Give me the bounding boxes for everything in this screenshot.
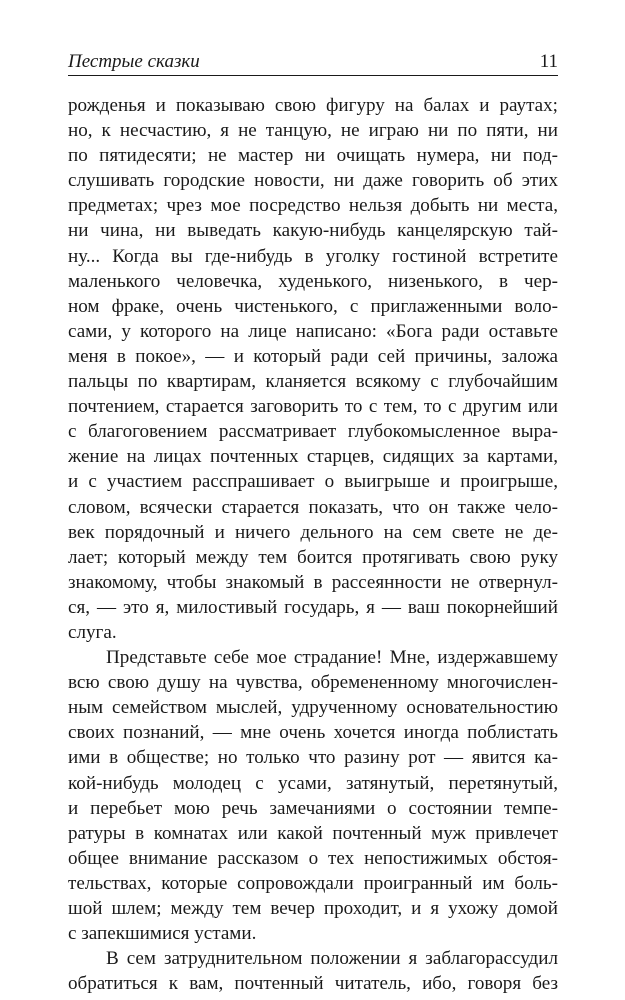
text-line: по пятидесяти; не мастер ни очищать нумера, ни под- <box>68 145 558 167</box>
text-line: маленького человечка, худенького, низенького, в чер- <box>68 270 558 292</box>
text-line: тельствах, которые сопровождали проигранный им боль- <box>68 872 558 894</box>
text-line: своих познаний, — мне очень хочется иногда поблистать <box>68 722 558 744</box>
text-line: с запекшимися устами. <box>68 923 257 945</box>
text-line: но, к несчастию, я не танцую, не играю ни по пяти, ни <box>68 120 558 142</box>
text-line: сами, у которого на лице написано: «Бога ради оставьте <box>68 320 558 342</box>
text-line: ным семейством мыслей, удрученному основательностию <box>68 697 558 719</box>
text-line: ну... Когда вы где-нибудь в уголку гостиной встретите <box>68 245 558 267</box>
text-line: обратиться к вам, почтенный читатель, ибо, говоря без <box>68 973 558 995</box>
text-line: предметах; чрез мое посредство нельзя добыть ни места, <box>68 195 558 217</box>
text-line: и с участием расспрашивает о выигрыше и проигрыше, <box>68 471 558 493</box>
text-line: меня в покое», — и который ради сей причины, заложа <box>68 345 558 367</box>
text-line: с благоговением рассматривает глубокомысленное выра- <box>68 421 558 443</box>
text-line: век порядочный и ничего дельного на сем свете не де- <box>68 521 558 543</box>
text-line: слушивать городские новости, ни даже говорить об этих <box>68 170 558 192</box>
header-rule <box>68 75 558 76</box>
text-line: ратуры в комнатах или какой почтенный муж привлечет <box>68 822 558 844</box>
text-line: знакомому, чтобы знакомый в рассеянности не отвернул- <box>68 571 558 593</box>
paragraph <box>68 645 558 946</box>
paragraph <box>68 946 558 996</box>
text-line: всю свою душу на чувства, обремененному многочислен- <box>68 672 558 694</box>
text-line: В сем затруднительном положении я заблагорассудил <box>106 948 558 970</box>
text-line: Представьте себе мое страдание! Мне, издержавшему <box>106 647 558 669</box>
text-line: жение на лицах почтенных старцев, сидящих за картами, <box>68 446 558 468</box>
text-line: ни чина, ни выведать какую-нибудь канцелярскую тай- <box>68 220 558 242</box>
text-line: шой шлем; между тем вечер проходит, и я ухожу домой <box>68 898 558 919</box>
text-line: ном фраке, очень чистенького, с приглаженными воло- <box>68 295 558 317</box>
page-number: 11 <box>539 51 558 72</box>
running-title: Пестрые сказки <box>68 51 200 72</box>
body-text <box>68 93 558 996</box>
text-line: ими в обществе; но только что разину рот — явится ка- <box>68 747 558 769</box>
text-line: рожденья и показываю свою фигуру на балах и раутах; <box>68 95 558 116</box>
text-line: словом, всячески старается показать, что он также чело- <box>68 496 558 518</box>
text-line: и перебьет мою речь замечаниями о состоянии темпе- <box>68 797 558 819</box>
text-line: пальцы по квартирам, кланяется всякому с глубочайшим <box>68 371 558 393</box>
text-line: кой-нибудь молодец с усами, затянутый, перетянутый, <box>68 772 558 794</box>
text-line: общее внимание рассказом о тех непостижимых обстоя- <box>68 847 558 869</box>
text-line: ся, — это я, милостивый государь, я — ваш покорнейший <box>68 596 558 618</box>
paragraph <box>68 93 558 645</box>
text-line: слуга. <box>68 621 117 643</box>
text-line: почтением, старается заговорить то с тем, то с другим или <box>68 396 558 418</box>
text-line: лает; который между тем боится протягивать свою руку <box>68 546 558 568</box>
running-header <box>68 50 558 76</box>
